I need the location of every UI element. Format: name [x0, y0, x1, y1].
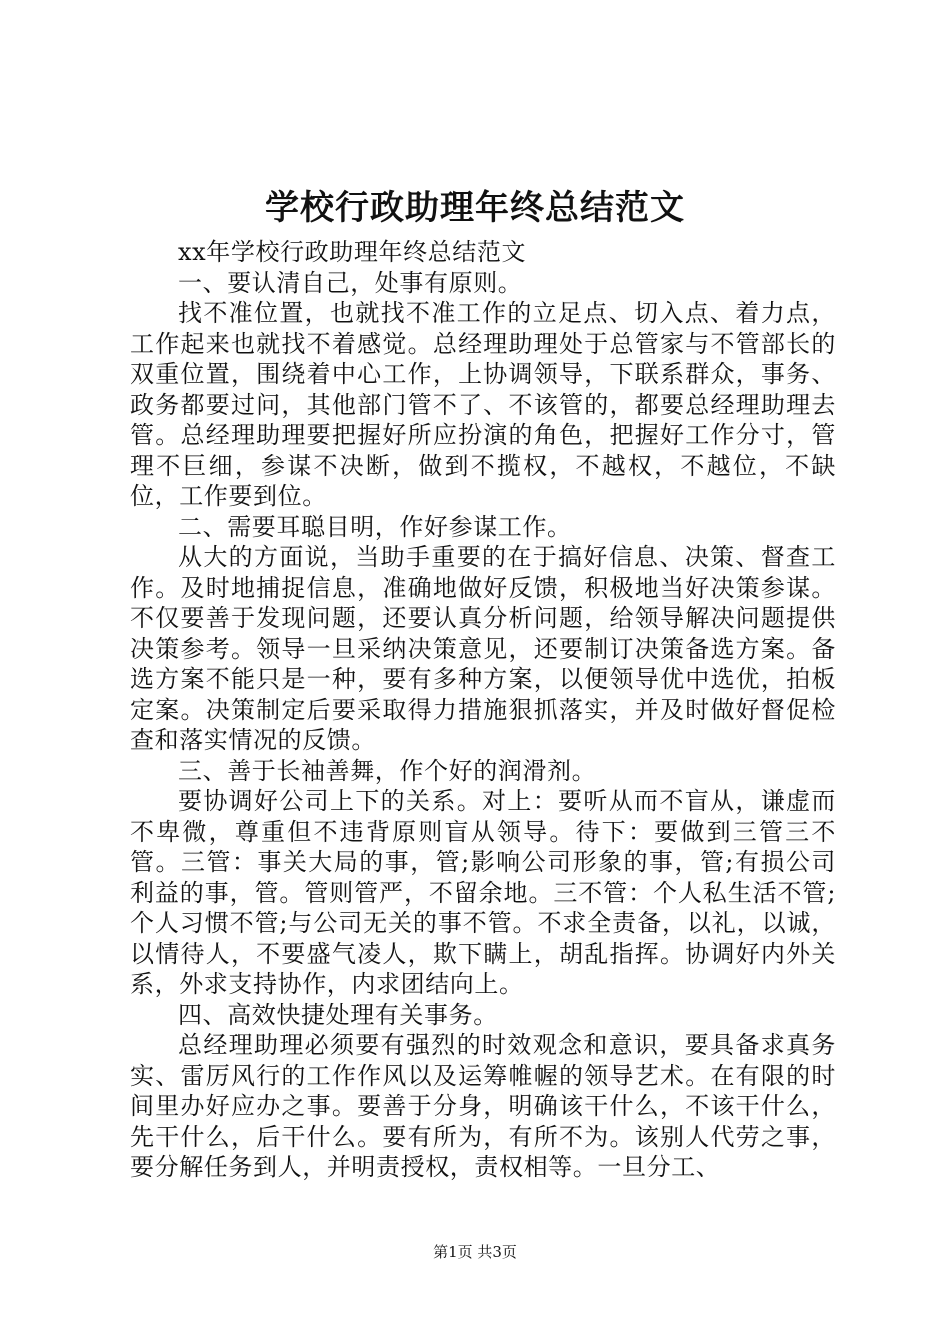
section-heading-1: 一、要认清自己，处事有原则。	[178, 268, 523, 297]
section-heading-2: 二、需要耳聪目明，作好参谋工作。	[178, 512, 572, 541]
paragraph-3: 要协调好公司上下的关系。对上：要听从而不盲从，谦虚而不卑微，尊重但不违背原则盲从领导。待下：要做到三管三不管。三管：事关大局的事，管;影响公司形象的事，管;有损公司利益的事，管。管则管严，不留余地。三不管：个人私生活不管;个人习惯不管;与公司无关的事不管。不求全责备，以礼，以诚，以情待人，不要盛气凌人，欺下瞒上，胡乱指挥。协调好内外关系，外求支持协作，内求团结向上。	[130, 787, 836, 998]
paragraph-2: 从大的方面说，当助手重要的在于搞好信息、决策、督查工作。及时地捕捉信息，准确地做好反馈，积极地当好决策参谋。不仅要善于发现问题，还要认真分析问题，给领导解决问题提供决策参考。领导一旦采纳决策意见，还要制订决策备选方案。备选方案不能只是一种，要有多种方案，以便领导优中选优，拍板定案。决策制定后要采取得力措施狠抓落实，并及时做好督促检查和落实情况的反馈。	[130, 543, 836, 754]
section-heading-4: 四、高效快捷处理有关事务。	[178, 1000, 498, 1029]
document-body	[130, 237, 836, 1183]
paragraph-1: 找不准位置，也就找不准工作的立足点、切入点、着力点，工作起来也就找不着感觉。总经理助理处于总管家与不管部长的双重位置，围绕着中心工作，上协调领导，下联系群众，事务、政务都要过问，其他部门管不了、不该管的，都要总经理助理去管。总经理助理要把握好所应扮演的角色，把握好工作分寸，管理不巨细，参谋不决断，做到不揽权，不越权，不越位，不缺位，工作要到位。	[130, 299, 836, 510]
paragraph-4: 总经理助理必须要有强烈的时效观念和意识，要具备求真务实、雷厉风行的工作作风以及运筹帷幄的领导艺术。在有限的时间里办好应办之事。要善于分身，明确该干什么，不该干什么，先干什么，后干什么。要有所为，有所不为。该别人代劳之事，要分解任务到人，并明责授权，责权相等。一旦分工、	[130, 1031, 836, 1181]
paragraph-subtitle: xx年学校行政助理年终总结范文	[178, 238, 527, 266]
page-footer: 第1页 共3页	[433, 1243, 517, 1261]
document-title: 学校行政助理年终总结范文	[265, 188, 685, 228]
section-heading-3: 三、善于长袖善舞，作个好的润滑剂。	[178, 756, 597, 785]
